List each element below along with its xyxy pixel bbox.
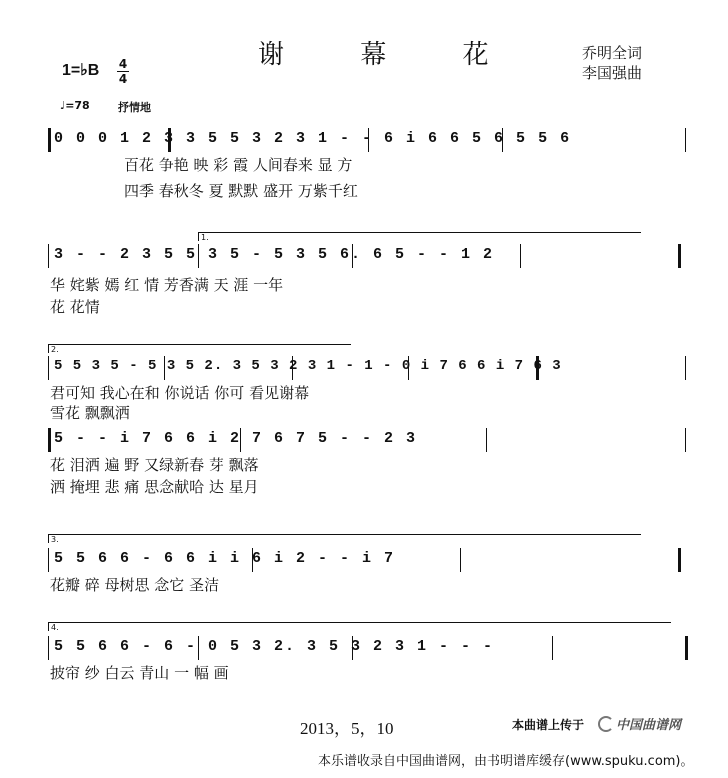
volta-bracket: 1.	[198, 232, 641, 241]
meter-bottom: 4	[118, 72, 128, 86]
score-line-2	[40, 233, 690, 324]
barline	[48, 356, 49, 380]
lyrics-verse-1: 百花 争艳 映 彩 霞 人间春来 显 方	[124, 156, 353, 174]
composer-credit: 李国强曲	[582, 64, 643, 82]
staff-row	[40, 244, 690, 272]
barline	[486, 428, 487, 452]
staff-row	[40, 356, 690, 384]
staff-row	[40, 428, 690, 456]
notes-text: 3 - - 2 3 5 5 3 5 - 5 3 5 6. 6 5 - - 1 2	[54, 246, 495, 263]
brand-name: 中国曲谱网	[616, 718, 682, 733]
lyrics-verse-2: 花 花情	[50, 298, 100, 316]
barline	[552, 636, 553, 660]
barline	[460, 548, 461, 572]
score-line-1	[40, 128, 690, 208]
lyricist-credit: 乔明全词	[582, 44, 643, 62]
site-logo	[598, 714, 681, 733]
volta-bracket: 3.	[48, 534, 641, 543]
score-line-3	[40, 345, 690, 432]
barline	[48, 428, 51, 452]
notes-text: 5 5 3 5 - 5 3 5 2. 3 5 3 2 3 1 - 1 - 0 i 7 6 6 i 7 6 3	[54, 358, 562, 374]
score-line-4	[40, 428, 690, 504]
notes-text: 5 5 6 6 - 6 - 0 5 3 2. 3 5 3 2 3 1 - - -	[54, 638, 495, 655]
lyrics-verse-2: 四季 春秋冬 夏 默默 盛开 万紫千红	[124, 182, 358, 200]
barline	[48, 636, 49, 660]
song-title: 谢 幕 花	[258, 40, 523, 70]
lyrics-verse-1: 君可知 我心在和 你说话 你可 看见谢幕	[50, 384, 310, 402]
notes-text: 5 - - i 7 6 6 i 2 7 6 7 5 - - 2 3	[54, 430, 418, 447]
volta-bracket: 4.	[48, 622, 671, 631]
barline	[48, 548, 49, 572]
barline	[520, 244, 521, 268]
lyrics-verse-1: 华 姹紫 嫣 红 情 芳香满 天 涯 一年	[50, 276, 284, 294]
staff-row	[40, 636, 690, 664]
lyrics-verse-1: 花 泪洒 遍 野 又绿新春 芽 飘落	[50, 456, 259, 474]
notes-text: 5 5 6 6 - 6 6 i i 6 i 2 - - i 7	[54, 550, 396, 567]
staff-row	[40, 548, 690, 576]
upload-label: 本曲谱上传于	[512, 718, 585, 732]
lyrics-verse-1: 披帘 纱 白云 青山 一 幅 画	[50, 664, 229, 682]
composition-date: 2013，5，10	[300, 719, 394, 738]
barline	[685, 128, 686, 152]
lyrics-verse-1: 花瓣 碎 母树思 念它 圣洁	[50, 576, 220, 594]
score-line-5	[40, 535, 690, 598]
tempo-mark: ♩=78	[60, 99, 90, 112]
barline	[48, 128, 51, 152]
barline	[48, 244, 49, 268]
score-line-6	[40, 623, 690, 686]
expression-mark: 抒情地	[118, 101, 151, 114]
notes-text: 0 0 0 1 2 3 3 5 5 3 2 3 1 - - 6 i 6 6 5 6 5 5 6	[54, 130, 572, 147]
time-signature	[117, 58, 129, 85]
source-note: 本乐谱收录自中国曲谱网，由书明谱库缓存(www.spuku.com)。	[318, 754, 694, 769]
volta-bracket: 2.	[48, 344, 351, 353]
final-barline	[685, 636, 688, 660]
logo-icon	[598, 716, 614, 732]
repeat-barline	[678, 548, 681, 572]
barline	[685, 428, 686, 452]
barline	[685, 356, 686, 380]
key-signature: 1=♭B	[62, 62, 100, 79]
repeat-barline	[678, 244, 681, 268]
staff-row	[40, 128, 690, 156]
lyrics-verse-2: 洒 掩埋 悲 痛 思念献哈 达 星月	[50, 478, 259, 496]
lyrics-verse-2: 雪花 飘飘洒	[50, 404, 130, 422]
meter-top: 4	[118, 57, 128, 71]
